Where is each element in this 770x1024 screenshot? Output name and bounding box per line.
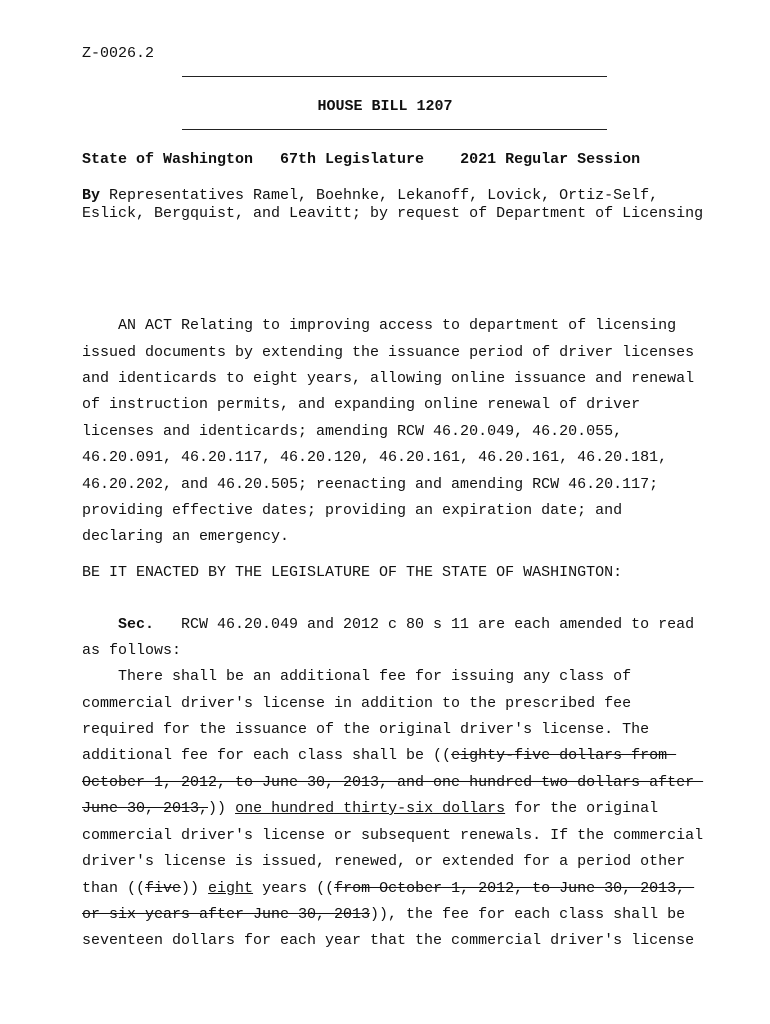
act-line-5: licenses and identicards; amending RCW 46.20.049, 46.20.055, bbox=[82, 423, 623, 440]
enacting-clause: BE IT ENACTED BY THE LEGISLATURE OF THE STATE OF WASHINGTON: bbox=[82, 564, 623, 581]
body-line-3: required for the issuance of the original driver's license. The bbox=[82, 721, 650, 738]
body-line-8: driver's license is issued, renewed, or extended for a period other bbox=[82, 853, 686, 870]
section-heading-2: as follows: bbox=[82, 642, 182, 659]
act-line-1: AN ACT Relating to improving access to department of licensing bbox=[118, 317, 677, 334]
session: 2021 Regular Session bbox=[460, 151, 641, 168]
body-line-4-text: additional fee for each class shall be (( bbox=[82, 747, 452, 764]
body-line-5 bbox=[82, 774, 703, 792]
act-line-9: declaring an emergency. bbox=[82, 528, 290, 545]
struck-text: five bbox=[145, 880, 182, 897]
section-label: Sec. bbox=[118, 616, 155, 633]
struck-text: or six years after June 30, 2013 bbox=[82, 906, 371, 923]
section-heading-1 bbox=[82, 616, 694, 634]
body-line-9-text-b: )) bbox=[181, 880, 209, 897]
title-rule-bottom bbox=[182, 129, 607, 130]
body-line-6 bbox=[82, 800, 658, 818]
act-line-3: and identicards to eight years, allowing online issuance and renewal bbox=[82, 370, 695, 387]
struck-text: June 30, 2013, bbox=[82, 800, 209, 817]
struck-text: eighty-five dollars from bbox=[451, 747, 677, 764]
state-name: State of Washington bbox=[82, 151, 254, 168]
body-line-6-text: )) bbox=[208, 800, 227, 817]
act-line-4: of instruction permits, and expanding online renewal of driver bbox=[82, 396, 641, 413]
body-line-6-tail: for the original bbox=[505, 800, 659, 817]
body-line-1: There shall be an additional fee for issuing any class of bbox=[118, 668, 632, 685]
body-line-6-space bbox=[226, 800, 235, 817]
act-line-7: 46.20.202, and 46.20.505; reenacting and amending RCW 46.20.117; bbox=[82, 476, 659, 493]
struck-text: from October 1, 2012, to June 30, 2013, bbox=[334, 880, 695, 897]
act-line-2: issued documents by extending the issuance period of driver licenses bbox=[82, 344, 695, 361]
by-label: By bbox=[82, 187, 101, 204]
sponsors-line-1 bbox=[82, 187, 658, 205]
struck-text: October 1, 2012, to June 30, 2013, and one hundred two dollars after bbox=[82, 774, 704, 791]
inserted-text: eight bbox=[208, 880, 254, 897]
sponsors-line-2: Eslick, Bergquist, and Leavitt; by request of Department of Licensing bbox=[82, 205, 704, 222]
act-line-6: 46.20.091, 46.20.117, 46.20.120, 46.20.161, 46.20.161, 46.20.181, bbox=[82, 449, 668, 466]
session-line bbox=[82, 151, 640, 169]
title-rule-top bbox=[182, 76, 607, 77]
body-line-9 bbox=[82, 880, 694, 898]
body-line-7: commercial driver's license or subsequent renewals. If the commercial bbox=[82, 827, 704, 844]
body-line-9-text-c: years (( bbox=[253, 880, 335, 897]
act-line-8: providing effective dates; providing an expiration date; and bbox=[82, 502, 623, 519]
body-line-2: commercial driver's license in addition to the prescribed fee bbox=[82, 695, 632, 712]
sponsors-text-1: Representatives Ramel, Boehnke, Lekanoff, Lovick, Ortiz-Self, bbox=[100, 187, 659, 204]
body-line-10-text: )), the fee for each class shall be bbox=[370, 906, 686, 923]
inserted-text: one hundred thirty-six dollars bbox=[235, 800, 506, 817]
bill-title: HOUSE BILL 1207 bbox=[317, 98, 453, 115]
body-line-9-text-a: than (( bbox=[82, 880, 146, 897]
body-line-11: seventeen dollars for each year that the commercial driver's license bbox=[82, 932, 695, 949]
section-heading-text: RCW 46.20.049 and 2012 c 80 s 11 are each amended to read bbox=[181, 616, 695, 633]
body-line-10 bbox=[82, 906, 685, 924]
document-code: Z-0026.2 bbox=[82, 45, 155, 62]
body-line-4 bbox=[82, 747, 676, 765]
legislature: 67th Legislature bbox=[280, 151, 425, 168]
